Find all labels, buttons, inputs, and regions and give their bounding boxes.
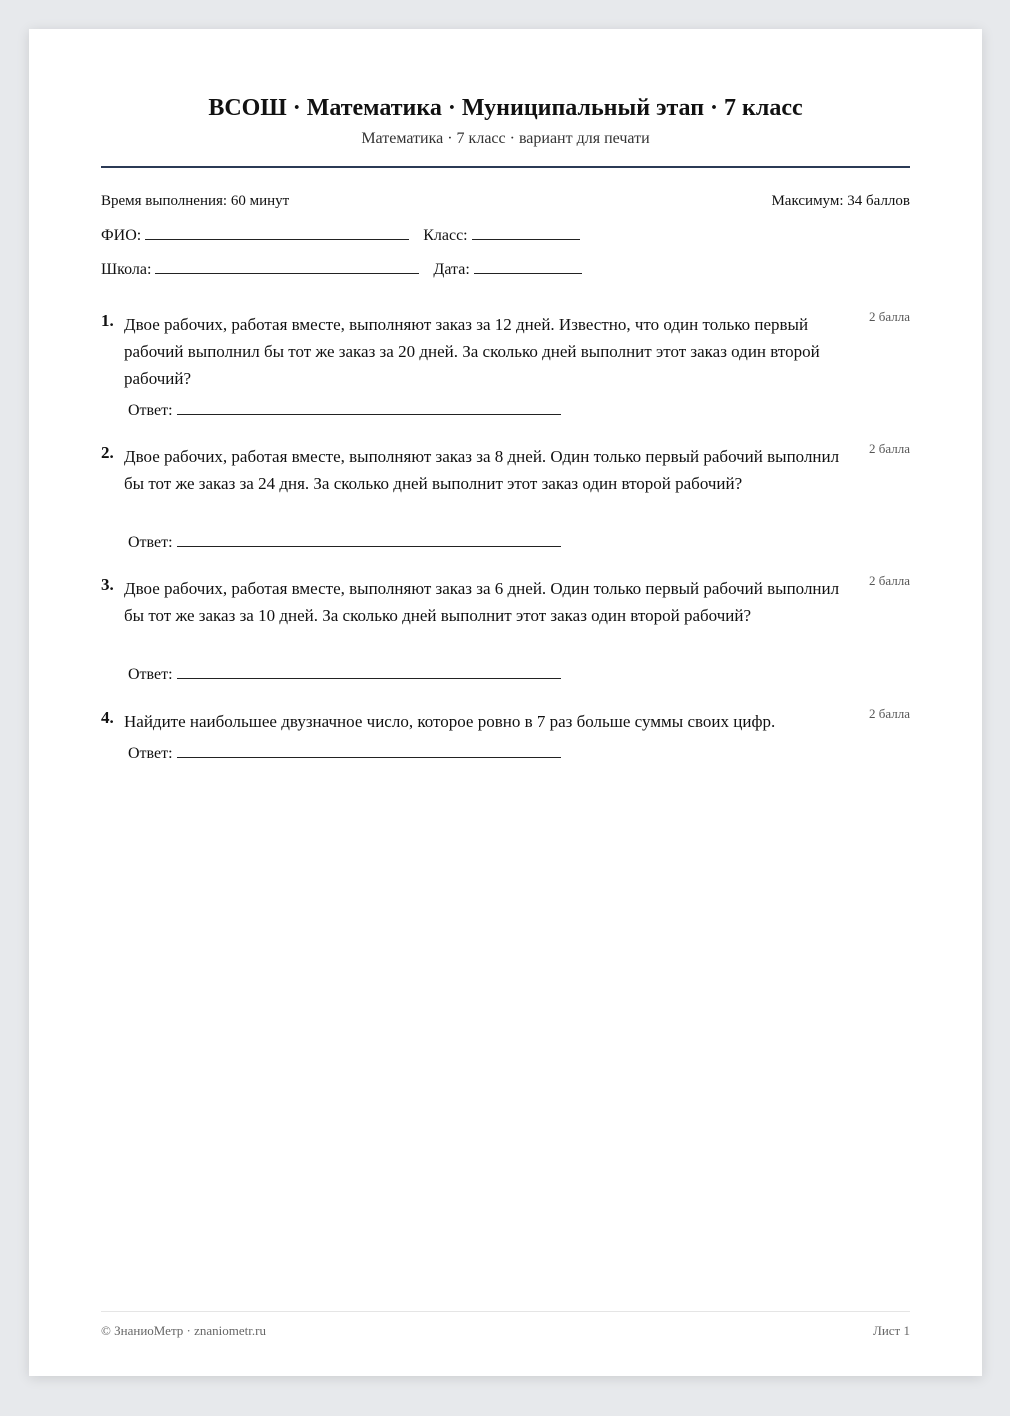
answer-label: Ответ:: [128, 745, 173, 762]
header-divider: [101, 166, 910, 168]
max-score: Максимум: 34 баллов: [771, 193, 910, 209]
task-points: 2 балла: [869, 573, 910, 588]
task-text: Найдите наибольшее двузначное число, которое ровно в 7 раз больше суммы своих цифр.: [124, 712, 776, 731]
task-text: Двое рабочих, работая вместе, выполняют заказ за 8 дней. Один только первый рабочий выполнил бы тот же заказ за 24 дня. За сколько дней выполнит этот заказ один второй рабочий?: [124, 447, 840, 493]
date-label: Дата:: [433, 261, 470, 278]
page-title: ВСОШ · Математика · Муниципальный этап · 7 класс: [208, 95, 803, 121]
document-page: [29, 29, 982, 1376]
class-field[interactable]: [423, 225, 579, 245]
answer-field[interactable]: [128, 400, 561, 420]
footer-divider: [101, 1311, 910, 1312]
answer-line[interactable]: [177, 743, 561, 758]
answer-label: Ответ:: [128, 534, 173, 551]
fio-line[interactable]: [145, 225, 409, 240]
date-field[interactable]: [433, 259, 581, 279]
field-row-school-date: [101, 259, 910, 279]
school-line[interactable]: [155, 259, 419, 274]
task-points: 2 балла: [869, 309, 910, 324]
footer-copyright: © ЗнаниоМетр · znaniometr.ru: [101, 1323, 266, 1338]
school-field[interactable]: [101, 259, 419, 279]
footer-sheet-number: Лист 1: [873, 1323, 910, 1338]
task-points: 2 балла: [869, 441, 910, 456]
task-text: Двое рабочих, работая вместе, выполняют заказ за 12 дней. Известно, что один только первый рабочий выполнил бы тот же заказ за 20 дней. За сколько дней выполнит этот заказ один второй рабочий?: [124, 315, 820, 388]
meta-row: [101, 193, 910, 210]
task-number: 2.: [101, 443, 114, 462]
class-label: Класс:: [423, 227, 468, 244]
answer-field[interactable]: [128, 664, 561, 684]
date-line[interactable]: [474, 259, 582, 274]
fio-field[interactable]: [101, 225, 409, 245]
page-subtitle: Математика · 7 класс · вариант для печати: [361, 130, 650, 147]
field-row-fio-class: [101, 225, 910, 245]
task-number: 1.: [101, 311, 114, 330]
answer-line[interactable]: [177, 400, 561, 415]
answer-line[interactable]: [177, 532, 561, 547]
answer-label: Ответ:: [128, 666, 173, 683]
time-limit: Время выполнения: 60 минут: [101, 193, 290, 209]
class-line[interactable]: [472, 225, 580, 240]
task-points: 2 балла: [869, 706, 910, 721]
task-text: Двое рабочих, работая вместе, выполняют заказ за 6 дней. Один только первый рабочий выполнил бы тот же заказ за 10 дней. За сколько дней выполнит этот заказ один второй рабочий?: [124, 579, 840, 625]
answer-line[interactable]: [177, 664, 561, 679]
answer-label: Ответ:: [128, 402, 173, 419]
task-number: 3.: [101, 575, 114, 594]
school-label: Школа:: [101, 261, 152, 278]
fio-label: ФИО:: [101, 227, 142, 244]
answer-field[interactable]: [128, 743, 561, 763]
task-number: 4.: [101, 708, 114, 727]
answer-field[interactable]: [128, 532, 561, 552]
